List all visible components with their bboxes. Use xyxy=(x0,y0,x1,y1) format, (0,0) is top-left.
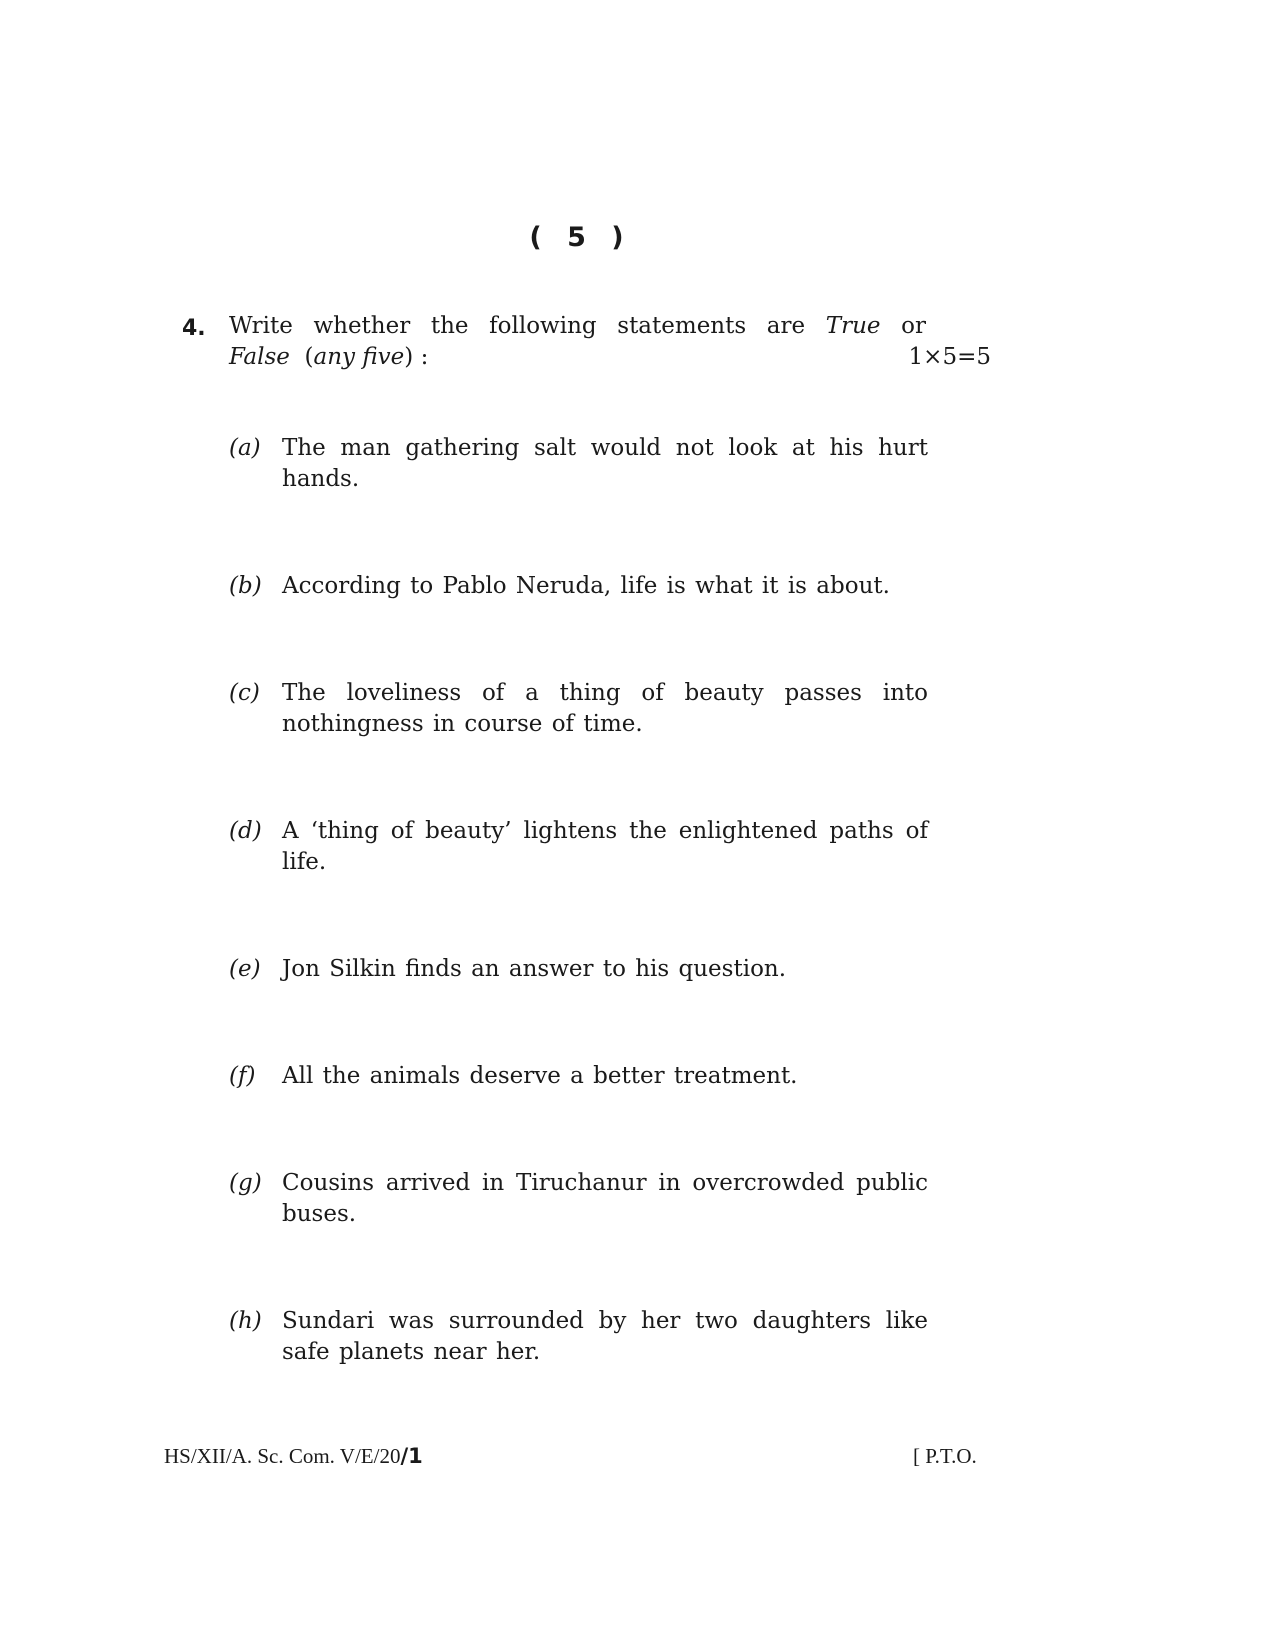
statement-item-d xyxy=(229,816,929,878)
question-number: 4. xyxy=(182,316,206,341)
prompt-word: whether xyxy=(313,313,411,339)
prompt-word: statements xyxy=(617,313,747,339)
prompt-true-word: True xyxy=(825,313,881,339)
marks-allocation: 1×5=5 xyxy=(908,344,991,370)
item-label: (h) xyxy=(229,1308,262,1334)
prompt-false-word: False xyxy=(229,344,290,370)
prompt-word: or xyxy=(901,313,926,339)
item-label: (c) xyxy=(229,680,260,706)
page-number: ( 5 ) xyxy=(529,222,626,253)
paper-code-text: HS/XII/A. Sc. Com. V/E/20 xyxy=(164,1444,401,1468)
question-prompt-line-2 xyxy=(229,344,991,370)
item-label: (b) xyxy=(229,573,262,599)
item-text: The loveliness of a thing of beauty passes into nothingness in course of time. xyxy=(282,680,928,737)
paren-open: ( xyxy=(304,344,314,370)
prompt-word: following xyxy=(489,313,597,339)
item-label: (f) xyxy=(229,1063,256,1089)
paren-close: ) : xyxy=(404,344,429,370)
question-prompt-line-1 xyxy=(229,313,926,339)
item-text: All the animals deserve a better treatment. xyxy=(282,1063,798,1089)
statement-item-g xyxy=(229,1168,929,1230)
statement-item-e xyxy=(229,954,929,985)
item-label: (g) xyxy=(229,1170,262,1196)
item-text: Jon Silkin finds an answer to his question. xyxy=(282,956,787,982)
statement-item-f xyxy=(229,1061,929,1092)
item-text: The man gathering salt would not look at his hurt hands. xyxy=(282,435,928,492)
item-text: According to Pablo Neruda, life is what it is about. xyxy=(282,573,890,599)
statement-item-b xyxy=(229,571,929,602)
statement-item-c xyxy=(229,678,929,740)
item-text: Cousins arrived in Tiruchanur in overcrowded public buses. xyxy=(282,1170,928,1227)
prompt-word: Write xyxy=(229,313,293,339)
item-label: (a) xyxy=(229,435,261,461)
paper-code-set: /1 xyxy=(400,1444,423,1468)
prompt-word: the xyxy=(430,313,469,339)
item-text: Sundari was surrounded by her two daughters like safe planets near her. xyxy=(282,1308,928,1365)
item-text: A ‘thing of beauty’ lightens the enlightened paths of life. xyxy=(282,818,928,875)
paper-code xyxy=(164,1444,423,1469)
item-label: (d) xyxy=(229,818,262,844)
prompt-any-five: any five xyxy=(313,344,405,370)
item-label: (e) xyxy=(229,956,261,982)
pto-label: [ P.T.O. xyxy=(913,1444,977,1468)
statement-item-a xyxy=(229,433,929,495)
prompt-instruction xyxy=(229,344,428,370)
statement-item-h xyxy=(229,1306,929,1368)
prompt-word: are xyxy=(766,313,806,339)
